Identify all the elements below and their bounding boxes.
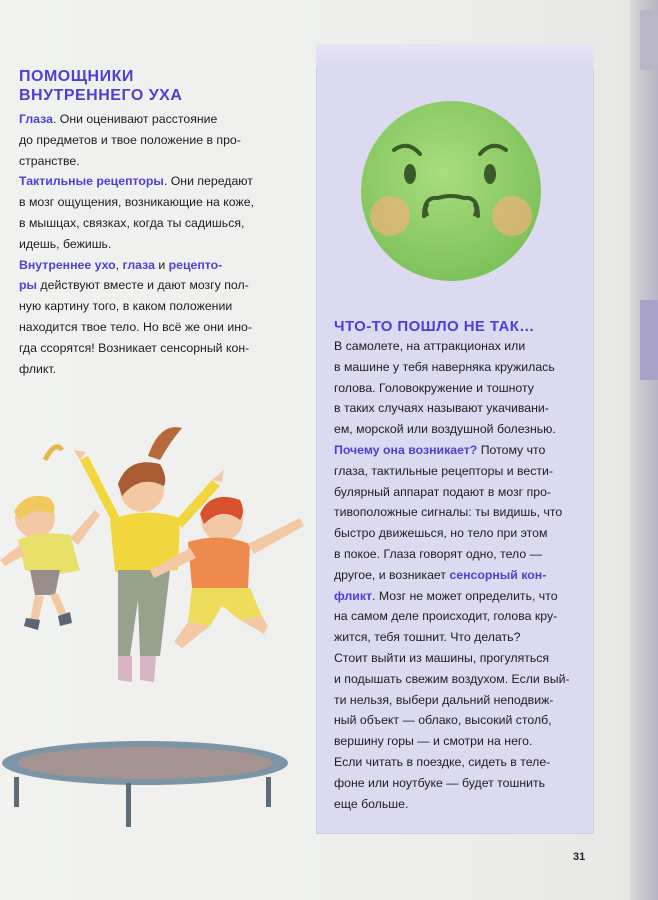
summary-line-4: гда ссорятся! Возникает сенсорный кон- xyxy=(19,340,250,355)
intro-line-4: в таких случаях называют укачивани- xyxy=(334,401,549,416)
after-line-9: Если читать в поездке, сидеть в теле- xyxy=(334,754,551,769)
eyes-line-1: . Они оценивают расстояние xyxy=(52,112,218,126)
tactile-line-3: в мышцах, связках, когда ты садишься, xyxy=(19,215,245,230)
after-line-7: ный объект — облако, высокий столб, xyxy=(334,713,552,728)
question-why: Почему она возникает? xyxy=(334,442,478,457)
after-line-4: Стоит выйти из машины, прогуляться xyxy=(334,650,550,665)
summary-line-2: ную картину того, в каком положении xyxy=(19,299,233,314)
heading-line-1: ПОМОЩНИКИ xyxy=(19,68,134,85)
tactile-line-1: . Они передают xyxy=(163,174,253,189)
after-line-6: ти нельзя, выбери дальний неподвиж- xyxy=(334,692,554,707)
tactile-line-2: в мозг ощущения, возникающие на коже, xyxy=(19,195,254,210)
summary-paragraph xyxy=(19,255,289,380)
summary-line-1: действуют вместе и дают мозгу пол- xyxy=(37,278,249,293)
answer-line-6: другое, и возникает xyxy=(334,567,450,582)
left-body-text xyxy=(19,109,289,379)
answer-line-5: в покое. Глаза говорят одно, тело — xyxy=(334,546,542,561)
summary-line-5: фликт. xyxy=(19,361,57,376)
nauseated-face-icon xyxy=(358,98,544,284)
term-glaza: глаза xyxy=(122,257,155,272)
after-line-11: еще больше. xyxy=(334,796,409,811)
tactile-line-4: идешь, бежишь. xyxy=(19,236,112,251)
answer-line-first: Потому что xyxy=(477,442,546,457)
intro-line-1: В самолете, на аттракционах или xyxy=(334,339,526,353)
term-eyes: Глаза xyxy=(19,112,53,126)
jumping-kids-illustration xyxy=(0,420,310,710)
answer-line-3: тивоположные сигналы: ты видишь, что xyxy=(334,505,563,520)
panel-body-text xyxy=(334,336,586,814)
intro-line-5: ем, морской или воздушной болезнью. xyxy=(334,422,556,437)
summary-line-3: находится твое тело. Но всё же они ино- xyxy=(19,319,252,334)
intro-line-3: голова. Головокружение и тошноту xyxy=(334,380,534,395)
term-tactile-receptors: Тактильные рецепторы xyxy=(19,174,164,189)
answer-line-2: булярный аппарат подают в мозг про- xyxy=(334,484,552,499)
blonde-girl-figure xyxy=(0,447,100,630)
after-line-2: на самом деле происходит, голова кру- xyxy=(334,609,558,624)
page-number: 31 xyxy=(573,851,586,863)
eyes-line-3: странстве. xyxy=(19,153,80,168)
intro-line-2: в машине у тебя наверняка кружилась xyxy=(334,359,555,374)
after-line-5: и подышать свежим воздухом. Если вый- xyxy=(334,671,570,686)
trampoline-illustration xyxy=(0,735,300,835)
page-edge-stripe xyxy=(640,10,658,70)
answer-line-1: глаза, тактильные рецепторы и вести- xyxy=(334,463,553,478)
page-edge-stripe xyxy=(640,300,658,380)
after-line-8: вершину горы — и смотри на него. xyxy=(334,734,533,749)
page-edge xyxy=(630,0,658,900)
heading-line-2: ВНУТРЕННЕГО УХА xyxy=(19,87,183,104)
eyes-line-2: до предметов и твое положение в про- xyxy=(19,132,241,147)
after-line-1: . Мозг не может определить, что xyxy=(372,588,558,603)
after-line-10: фоне или ноутбуке — будет тошнить xyxy=(334,775,546,790)
and-word: и xyxy=(154,257,169,272)
term-sensory-conflict-part-2: фликт xyxy=(334,588,373,603)
comma: , xyxy=(115,257,123,272)
after-line-3: жится, тебя тошнит. Что делать? xyxy=(334,630,521,645)
eyes-paragraph xyxy=(19,109,289,171)
panel-top-fold xyxy=(316,44,594,68)
term-sensory-conflict-part-1: сенсорный кон- xyxy=(449,567,547,582)
term-receptors-part-2: ры xyxy=(19,278,38,293)
answer-line-4: быстро движешься, но тело при этом xyxy=(334,526,548,541)
term-receptors-part-1: рецепто- xyxy=(168,257,223,272)
section-heading-inner-ear-helpers xyxy=(19,67,182,105)
tactile-paragraph xyxy=(19,171,289,254)
panel-heading: ЧТО-ТО ПОШЛО НЕ ТАК… xyxy=(334,318,535,335)
term-inner-ear: Внутреннее ухо xyxy=(19,257,116,272)
